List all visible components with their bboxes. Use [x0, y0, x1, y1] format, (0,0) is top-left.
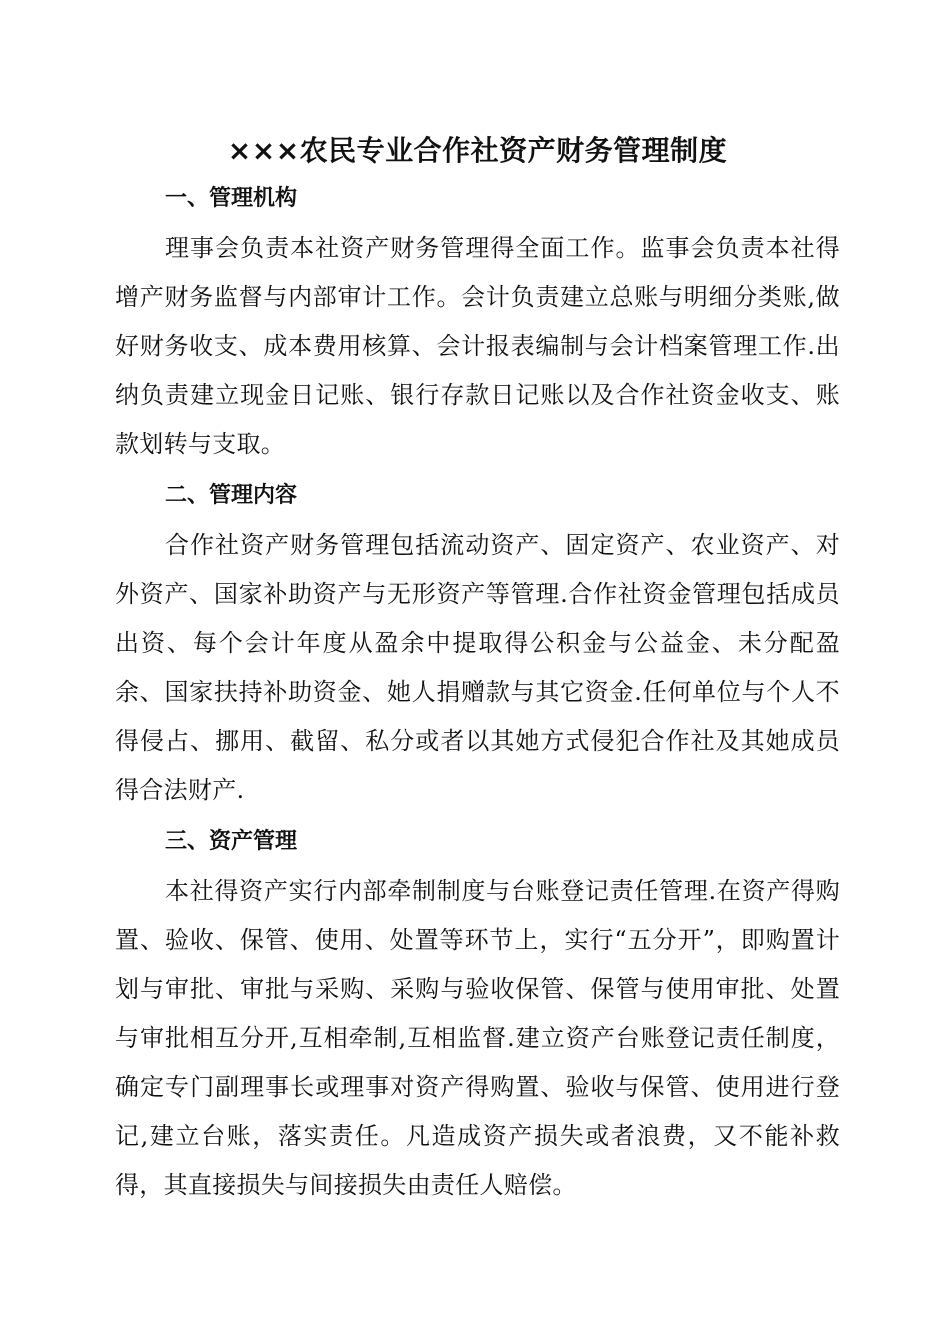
section-body-asset-management: 本社得资产实行内部牵制制度与台账登记责任管理.在资产得购置、验收、保管、使用、处置等环节上，实行“五分开”，即购置计划与审批、审批与采购、采购与验收保管、保管与使用审批、处置与审批相互分开,互相牵制,互相监督.建立资产台账登记责任制度，确定专门副理事长或理事对资产得购置、验收与保管、使用进行登记,建立台账，落实责任。凡造成资产损失或者浪费，又不能补救得，其直接损失与间接损失由责任人赔偿。 — [115, 877, 840, 1199]
section-heading-management-organization: 一、管理机构 — [165, 186, 298, 211]
section-heading-asset-management: 三、资产管理 — [165, 829, 298, 854]
document-page — [115, 128, 840, 1210]
section-heading-management-content: 二、管理内容 — [165, 483, 298, 508]
page-title: ×××农民专业合作社资产财务管理制度 — [227, 134, 728, 167]
section-body-management-organization: 理事会负责本社资产财务管理得全面工作。监事会负责本社得增产财务监督与内部审计工作。会计负责建立总账与明细分类账,做好财务收支、成本费用核算、会计报表编制与会计档案管理工作.出纳负责建立现金日记账、银行存款日记账以及合作社资金收支、账款划转与支取。 — [115, 234, 840, 458]
section-body-management-content: 合作社资产财务管理包括流动资产、固定资产、农业资产、对外资产、国家补助资产与无形资产等管理.合作社资金管理包括成员出资、每个会计年度从盈余中提取得公积金与公益金、未分配盈余、国家扶持补助资金、她人捐赠款与其它资金.任何单位与个人不得侵占、挪用、截留、私分或者以其她方式侵犯合作社及其她成员得合法财产. — [115, 531, 840, 804]
